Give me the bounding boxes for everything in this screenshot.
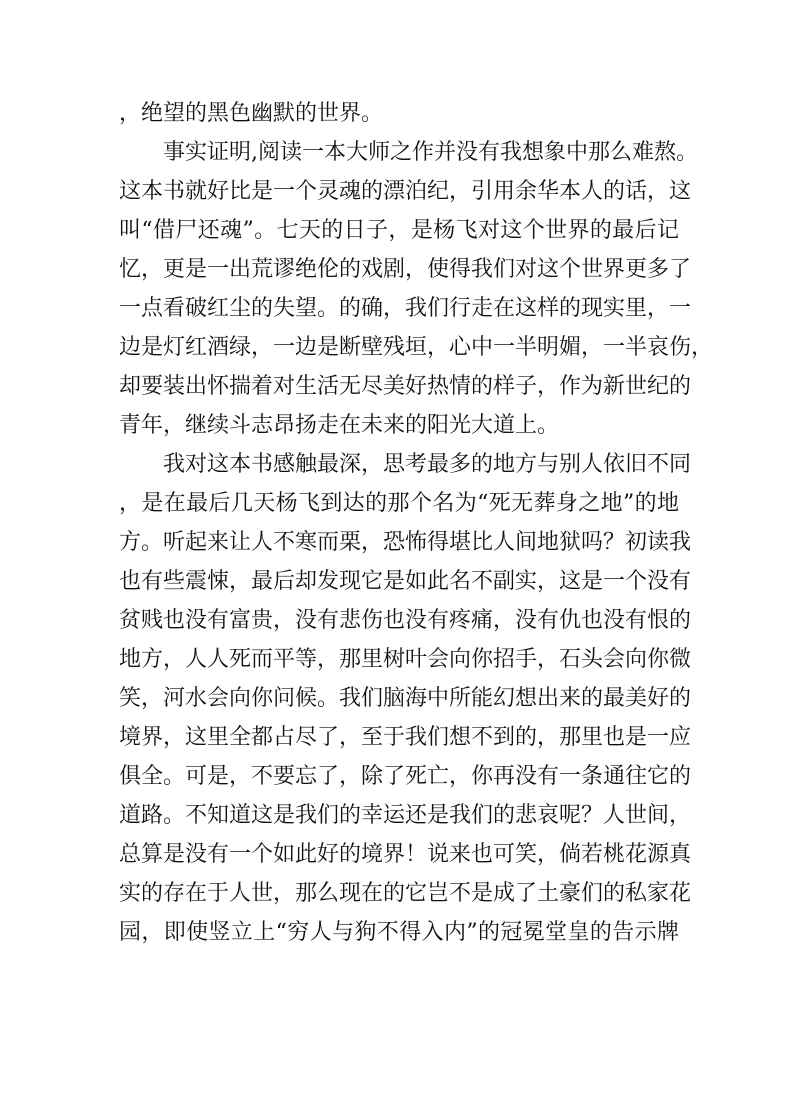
text-line: 事实证明,阅读一本大师之作并没有我想象中那么难熬。 [163,140,698,165]
text-line: 俱全。可是，不要忘了，除了死亡，你再没有一条通往它的 [119,764,692,789]
text-line: 我对这本书感触最深，思考最多的地方与别人依旧不同 [163,452,692,477]
text-line: 忆，更是一出荒谬绝伦的戏剧，使得我们对这个世界更多了 [119,257,692,282]
text-line: 贫贱也没有富贵，没有悲伤也没有疼痛，没有仇也没有恨的 [119,608,692,633]
text-line: 方。听起来让人不寒而栗，恐怖得堪比人间地狱吗？初读我 [119,530,692,555]
text-line: 一点看破红尘的失望。的确，我们行走在这样的现实里，一 [119,296,692,321]
text-line: 却要装出怀揣着对生活无尽美好热情的样子，作为新世纪的 [119,374,692,399]
text-line: ，是在最后几天杨飞到达的那个名为“死无葬身之地”的地 [119,491,679,516]
text-line: 笑，河水会向你问候。我们脑海中所能幻想出来的最美好的 [119,686,692,711]
text-line: 园，即使竖立上“穷人与狗不得入内”的冠冕堂皇的告示牌 [119,920,679,945]
text-line: 境界，这里全都占尽了，至于我们想不到的，那里也是一应 [119,725,692,750]
body-text [119,94,714,952]
text-line: 边是灯红酒绿，一边是断壁残垣，心中一半明媚，一半哀伤， [119,335,714,360]
text-line: 地方，人人死而平等，那里树叶会向你招手，石头会向你微 [119,647,692,672]
text-line: 这本书就好比是一个灵魂的漂泊纪，引用余华本人的话，这 [119,179,692,204]
text-line: 道路。不知道这是我们的幸运还是我们的悲哀呢？人世间， [119,803,692,828]
text-line: 叫“借尸还魂”。七天的日子，是杨飞对这个世界的最后记 [119,218,679,243]
text-line: 也有些震悚，最后却发现它是如此名不副实，这是一个没有 [119,569,692,594]
text-line: 青年，继续斗志昂扬走在未来的阳光大道上。 [119,413,560,438]
text-line: 实的存在于人世，那么现在的它岂不是成了土豪们的私家花 [119,881,692,906]
text-line: ，绝望的黑色幽默的世界。 [119,101,384,126]
text-line: 总算是没有一个如此好的境界！说来也可笑，倘若桃花源真 [119,842,692,867]
